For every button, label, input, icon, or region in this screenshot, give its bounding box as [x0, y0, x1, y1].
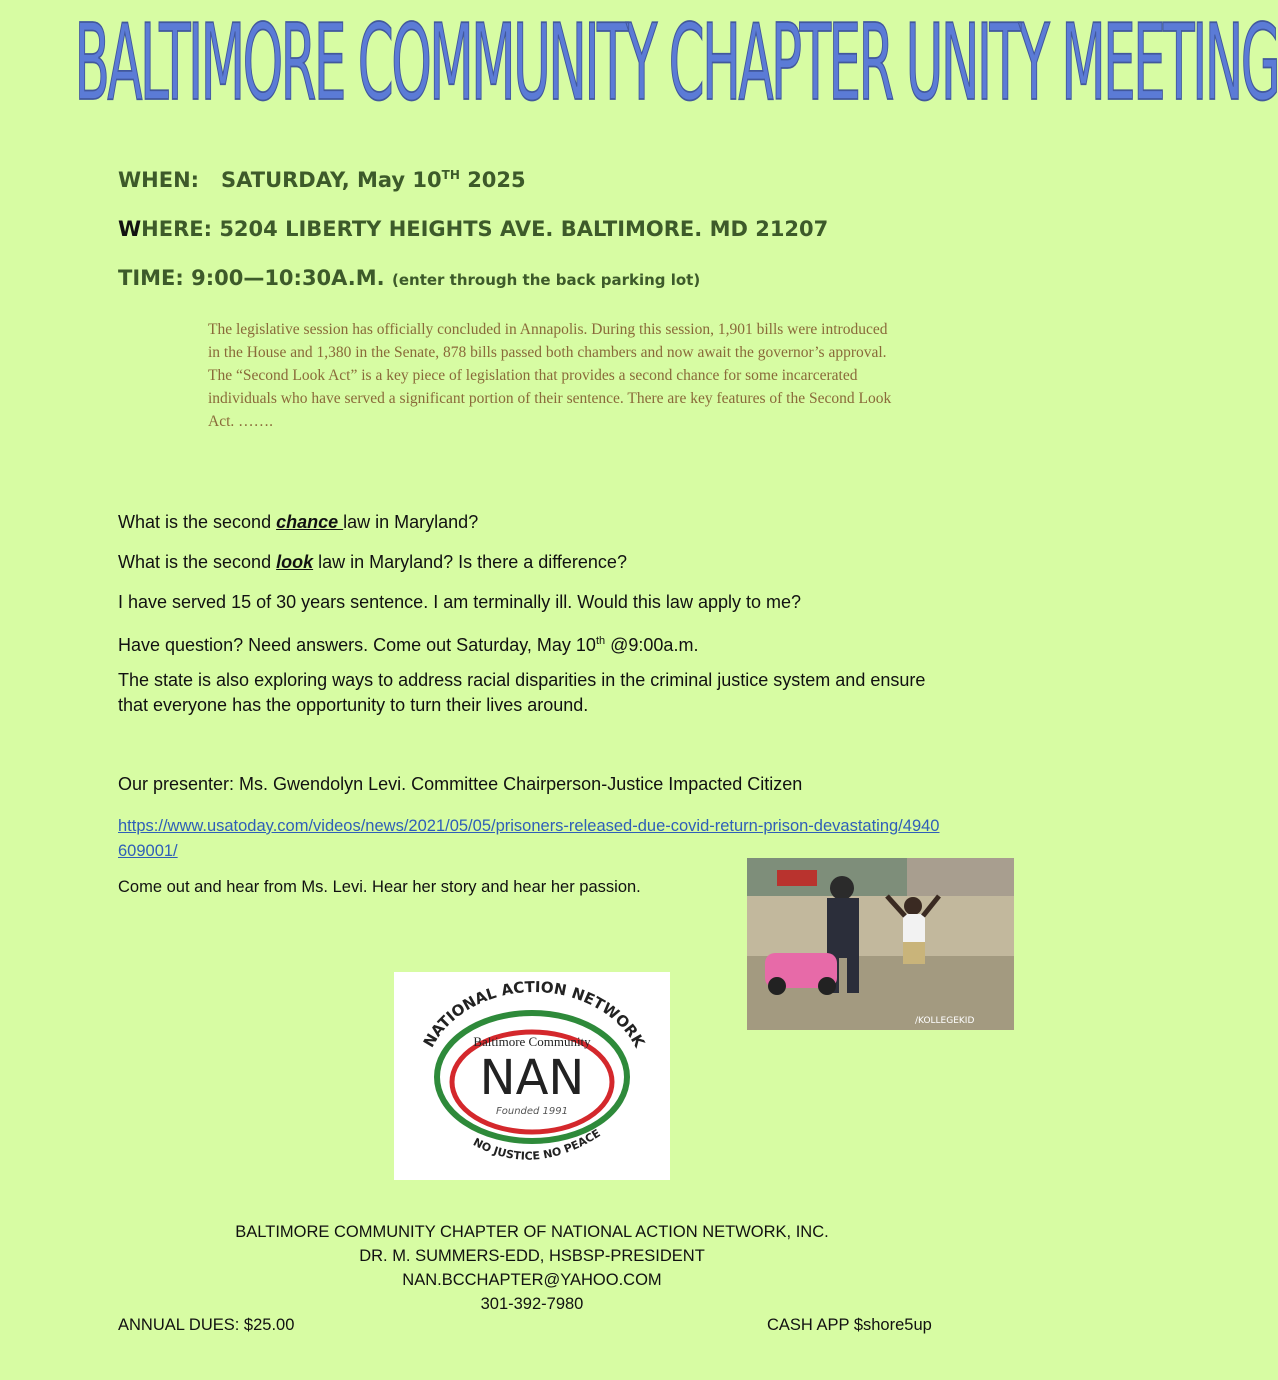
come-out-line: Come out and hear from Ms. Levi. Hear her story and hear her passion. — [118, 878, 641, 896]
question-4 — [118, 629, 948, 658]
photo-watermark: /KOLLEGEKID — [915, 1016, 975, 1026]
logo-ring-bottom: NO JUSTICE NO PEACE — [471, 1126, 603, 1163]
footer-contact — [0, 1220, 1064, 1316]
when-day: SATURDAY, May 10 — [221, 168, 442, 192]
usatoday-video-link[interactable]: https://www.usatoday.com/videos/news/2021/05/05/prisoners-released-due-covid-return-prison-devastating/4940609001/ — [118, 817, 940, 860]
racial-disparities-paragraph: The state is also exploring ways to address racial disparities in the criminal justice system and ensure that everyone has the opportunity to turn their lives around. — [118, 670, 926, 715]
news-photo-graphic — [747, 858, 1014, 1030]
time-line — [118, 266, 700, 290]
question-3: I have served 15 of 30 years sentence. I am terminally ill. Would this law apply to me? — [118, 592, 801, 612]
q4-post: @9:00a.m. — [605, 635, 699, 655]
logo-founded: Founded 1991 — [495, 1106, 569, 1117]
presenter-line: Our presenter: Ms. Gwendolyn Levi. Committee Chairperson-Justice Impacted Citizen — [118, 774, 803, 794]
question-2 — [118, 550, 948, 575]
q4-pre: Have question? Need answers. Come out Saturday, May 10 — [118, 635, 596, 655]
where-line — [118, 217, 828, 241]
q2-pre: What is the second — [118, 552, 277, 572]
where-first-letter: W — [118, 217, 142, 241]
logo-nan: NAN — [479, 1050, 585, 1106]
q1-emphasis: chance — [276, 512, 344, 532]
logo-chapter: Baltimore Community — [473, 1034, 591, 1049]
news-photo — [747, 858, 1014, 1030]
footer-president: DR. M. SUMMERS-EDD, HSBSP-PRESIDENT — [359, 1247, 705, 1265]
q1-post: law in Maryland? — [343, 512, 479, 532]
nan-logo-graphic — [394, 972, 670, 1180]
q1-pre: What is the second — [118, 512, 277, 532]
nan-logo — [394, 972, 670, 1180]
cash-app: CASH APP $shore5up — [767, 1316, 932, 1334]
q4-sup: th — [595, 635, 606, 647]
when-line — [118, 168, 526, 192]
where-text: HERE: 5204 LIBERTY HEIGHTS AVE. BALTIMORE. MD 21207 — [141, 217, 829, 241]
when-sup: TH — [441, 168, 460, 182]
footer-phone: 301-392-7980 — [480, 1295, 584, 1313]
q2-emphasis: look — [276, 552, 314, 572]
logo-ring-top: NATIONAL ACTION NETWORK — [419, 977, 649, 1051]
page-title: BALTIMORE COMMUNITY CHAPTER UNITY MEETING — [74, 2, 1278, 126]
footer-org: BALTIMORE COMMUNITY CHAPTER OF NATIONAL ACTION NETWORK, INC. — [235, 1223, 829, 1241]
question-1 — [118, 510, 948, 535]
footer-email: NAN.BCCHAPTER@YAHOO.COM — [402, 1271, 662, 1289]
legislative-excerpt: The legislative session has officially concluded in Annapolis. During this session, 1,901 bills were introduced in the House and 1,380 in the Senate, 878 bills passed both chambers and now await the governor’s approval. The “Second Look Act” is a key piece of legislation that provides a second chance for some incarcerated individuals who have served a significant portion of their sentence. There are key features of the Second Look Act. ……. — [208, 321, 892, 430]
when-label: WHEN: — [118, 168, 200, 192]
q2-post: law in Maryland? Is there a difference? — [313, 552, 627, 572]
time-main: TIME: 9:00—10:30A.M. — [118, 266, 385, 290]
time-note: (enter through the back parking lot) — [391, 271, 701, 289]
when-year: 2025 — [467, 168, 526, 192]
annual-dues: ANNUAL DUES: $25.00 — [118, 1316, 295, 1334]
